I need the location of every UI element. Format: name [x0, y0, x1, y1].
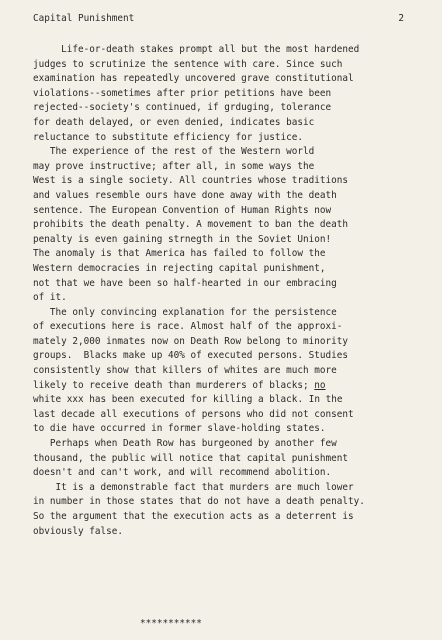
paragraph-deterrence: [33, 481, 433, 539]
text-fragment: white: [33, 394, 62, 406]
struck-out-typing: xxx: [66, 394, 84, 406]
text-line: may prove instructive; after all, in some ways the: [33, 160, 315, 172]
page-title: Capital Punishment: [33, 13, 135, 24]
text-fragment: likely to receive death than murderers of blacks;: [33, 379, 309, 391]
text-line: of it.: [33, 292, 67, 304]
text-line: reluctance to substitute efficiency for justice.: [33, 131, 304, 143]
text-line-with-strikeout: [33, 510, 433, 525]
text-line: groups. Blacks make up 40% of executed persons. Studies: [33, 350, 349, 362]
paragraph-race: [33, 306, 433, 437]
text-line: not that we have been so half-hearted in our embracing: [33, 277, 337, 289]
text-line: It is a demonstrable fact that murders are much lower: [33, 481, 354, 493]
paragraph-scrutiny: [33, 43, 433, 145]
text-fragment: execution acts as a deterrent is: [168, 511, 354, 522]
document-body: [33, 43, 433, 539]
text-line: mately 2,000 inmates now on Death Row belong to minority: [33, 335, 349, 347]
text-line: doesn't and can't work, and will recommend abolition.: [33, 467, 332, 479]
text-line: prohibits the death penalty. A movement to ban the death: [33, 219, 349, 231]
text-fragment: So the argument that: [33, 511, 152, 522]
text-line: last decade all executions of persons who did not consent: [33, 408, 354, 420]
text-line: rejected--society's continued, if grduging, tolerance: [33, 102, 332, 114]
text-line: thousand, the public will notice that capital punishment: [33, 452, 349, 464]
text-line: Perhaps when Death Row has burgeoned by another few: [33, 438, 337, 450]
text-line: in number in those states that do not have a death penalty.: [33, 496, 365, 508]
text-line: West is a single society. All countries whose traditions: [33, 175, 349, 187]
text-line: consistently show that killers of whites are much more: [33, 365, 337, 377]
text-line: Western democracies in rejecting capital punishment,: [33, 262, 326, 274]
text-line: The only convincing explanation for the persistence: [33, 306, 337, 318]
text-line: and values resemble ours have done away with the death: [33, 189, 337, 201]
text-line-with-strikeout: [33, 393, 433, 408]
underlined-word: no: [314, 379, 326, 391]
text-line: The anomaly is that America has failed to follow the: [33, 248, 326, 260]
text-line: obviously false.: [33, 525, 124, 537]
text-line: examination has repeatedly uncovered grave constitutional: [33, 73, 354, 85]
text-line: penalty is even gaining strnegth in the Soviet Union!: [33, 233, 332, 245]
page-number: 2: [398, 13, 404, 24]
end-ornament: ***********: [140, 618, 202, 629]
paragraph-western-world: [33, 145, 433, 306]
text-line: violations--sometimes after prior petitions have been: [33, 87, 332, 99]
page-header: [33, 12, 404, 28]
text-fragment: has been executed for killing a black. In the: [83, 394, 343, 406]
text-line: The experience of the rest of the Western world: [33, 146, 315, 158]
struck-out-typing: the: [151, 511, 169, 522]
paragraph-death-row: [33, 437, 433, 481]
text-line: Life-or-death stakes prompt all but the most hardened: [33, 44, 360, 55]
text-line-with-underline: [33, 379, 433, 394]
text-line: judges to scrutinize the sentence with care. Since such: [33, 58, 343, 70]
text-line: of executions here is race. Almost half of the approxi-: [33, 321, 343, 333]
text-line: sentence. The European Convention of Human Rights now: [33, 204, 332, 216]
text-line: to die have occurred in former slave-holding states.: [33, 423, 326, 435]
text-line: for death delayed, or even denied, indicates basic: [33, 116, 315, 128]
